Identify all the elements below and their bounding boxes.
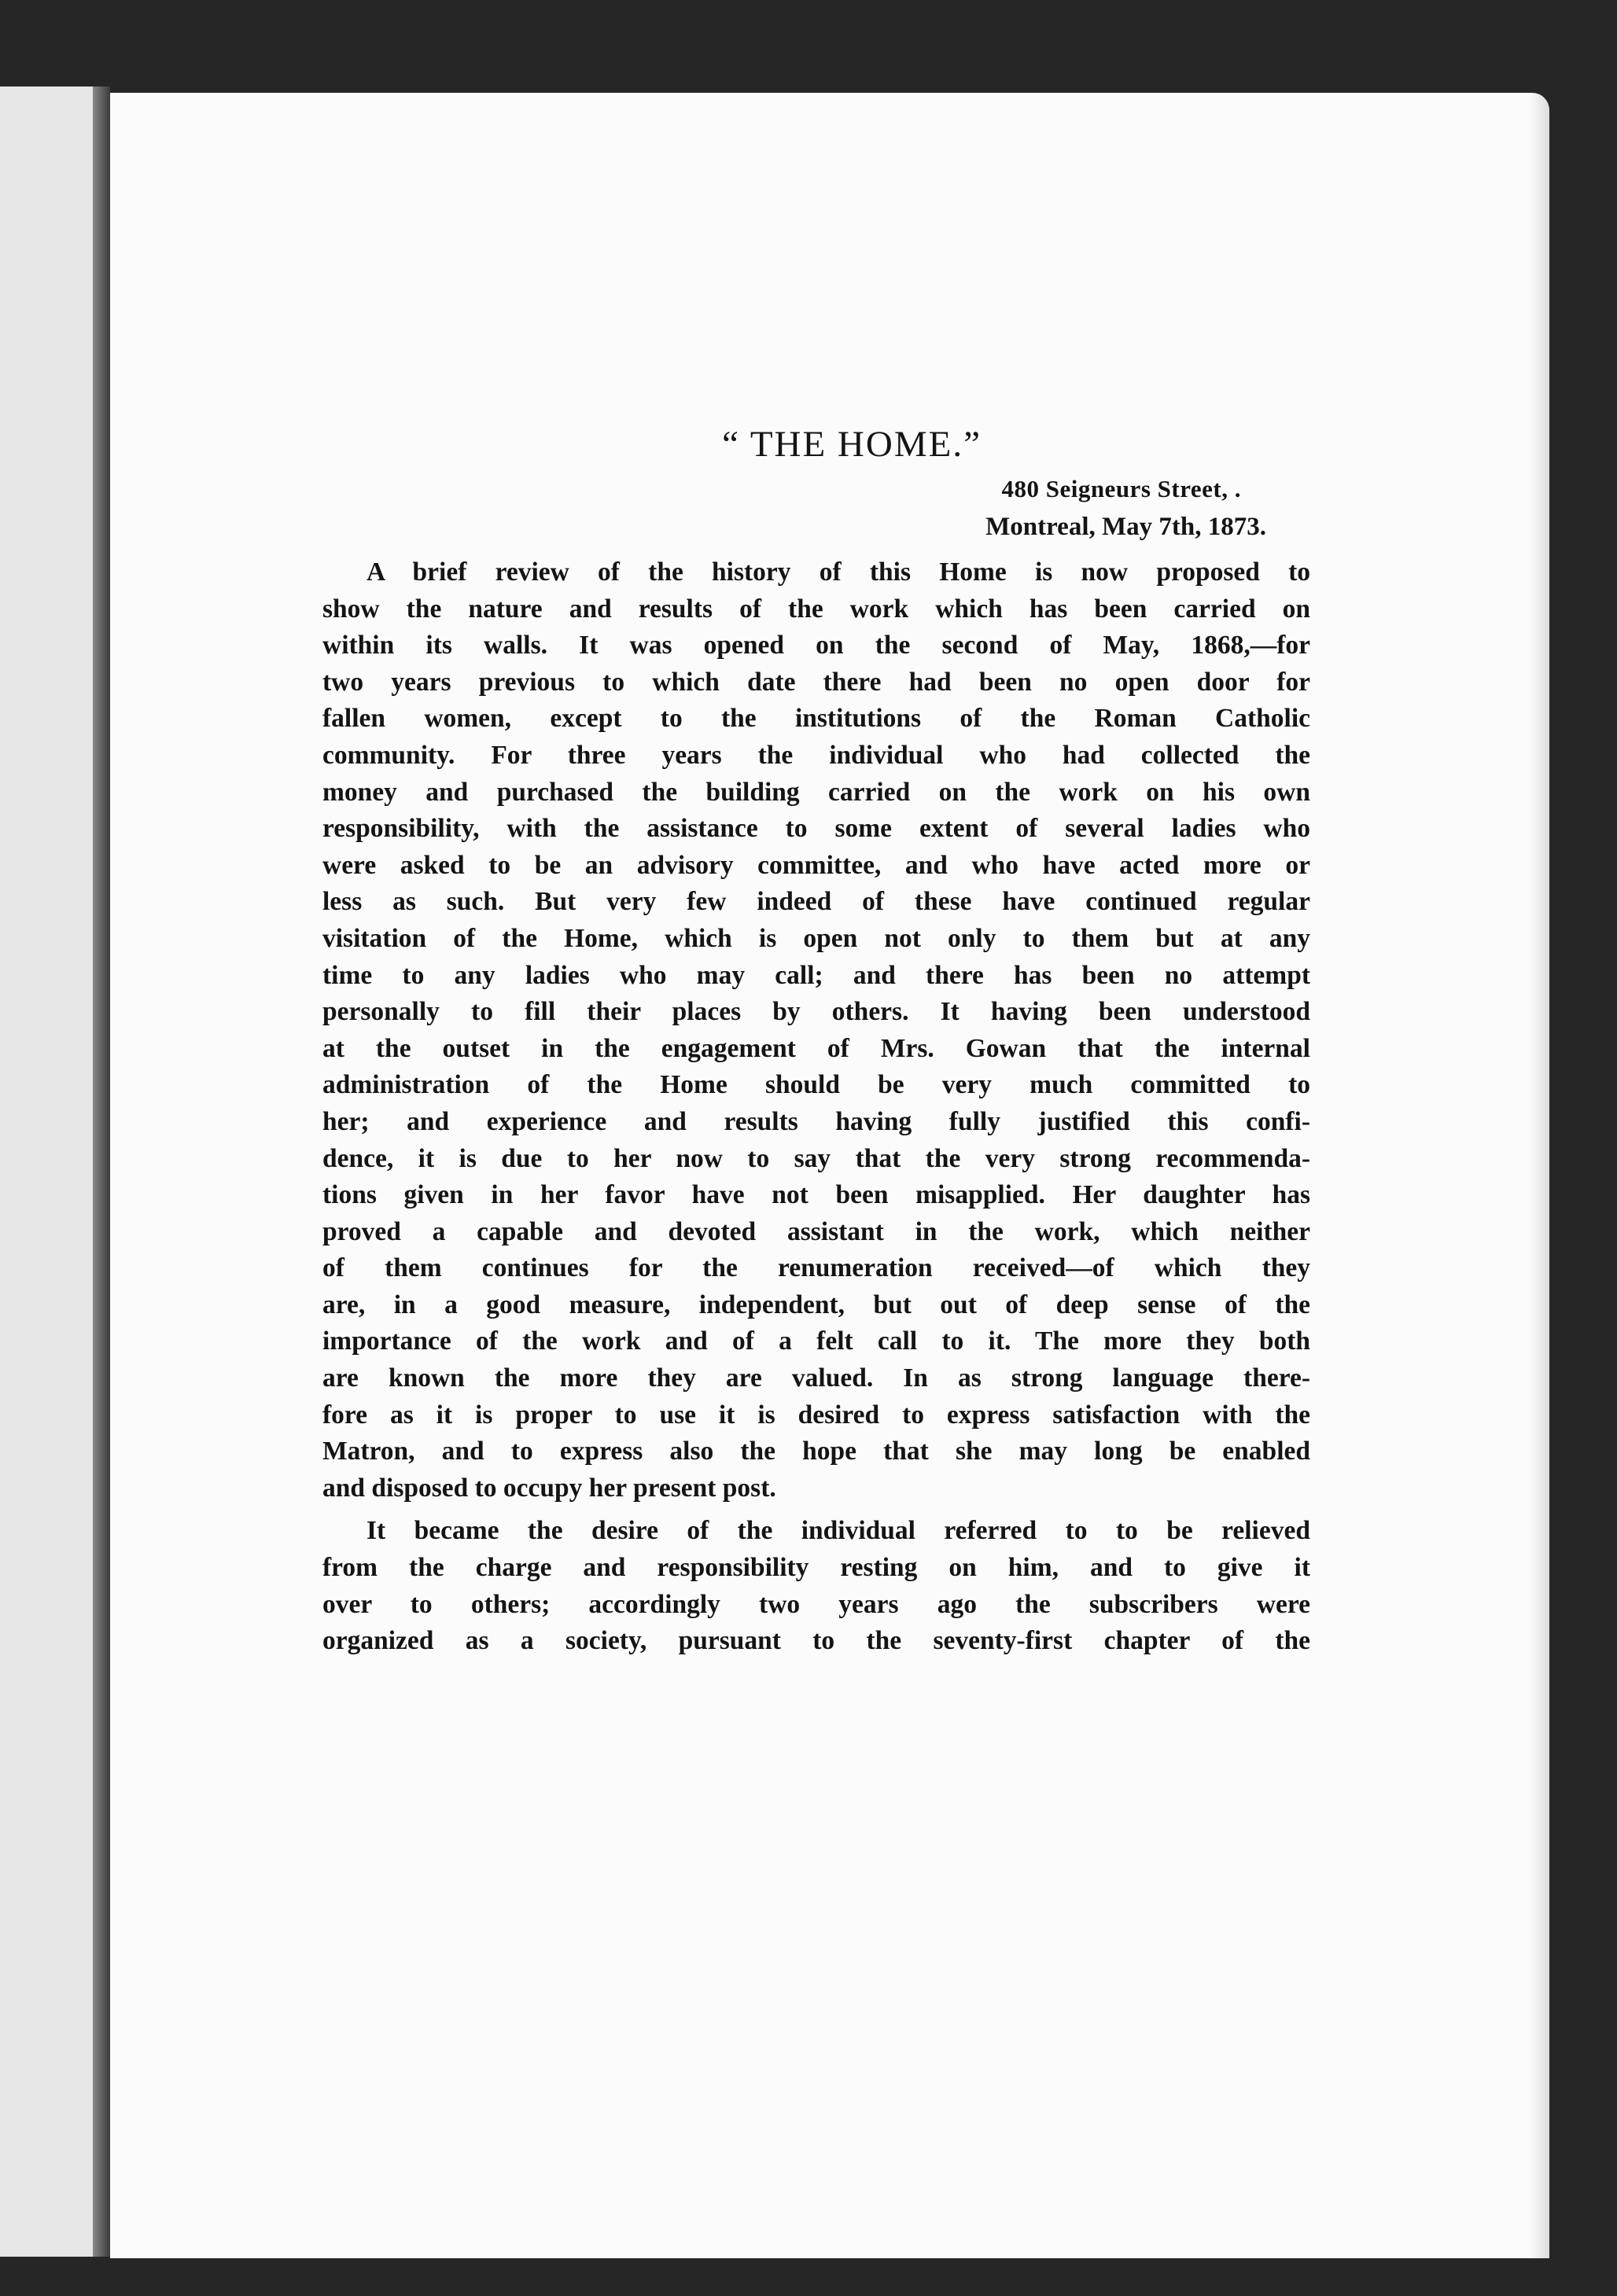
text-line: are known the more they are valued. In as strong language there- [322, 1363, 1310, 1393]
text-line: at the outset in the engagement of Mrs. Gowan that the internal [322, 1033, 1310, 1063]
letter-date: Montreal, May 7th, 1873. [985, 513, 1266, 541]
text-line: her; and experience and results having fully justified this confi- [322, 1106, 1310, 1136]
text-line: responsibility, with the assistance to some extent of several ladies who [322, 814, 1310, 844]
text-line: money and purchased the building carried on the work on his own [322, 777, 1310, 807]
text-line: over to others; accordingly two years ago the subscribers were [322, 1589, 1310, 1619]
page-title: “ THE HOME.” [722, 424, 982, 465]
text-line: fallen women, except to the institutions of the Roman Catholic [322, 704, 1310, 734]
page-content [322, 423, 1310, 1660]
paragraph-spacer [322, 1507, 1310, 1513]
text-line: Matron, and to express also the hope that she may long be enabled [322, 1437, 1310, 1466]
text-line: less as such. But very few indeed of these have continued regular [322, 887, 1310, 917]
text-line: dence, it is due to her now to say that the very strong recommenda- [322, 1143, 1310, 1173]
document-page [110, 93, 1549, 2258]
text-line: It became the desire of the individual referred to to be relieved [366, 1516, 1310, 1546]
street-address: 480 Seigneurs Street, . [1001, 475, 1241, 502]
text-line: two years previous to which date there had been no open door for [322, 667, 1310, 697]
text-line: time to any ladies who may call; and there has been no attempt [322, 960, 1310, 990]
text-line: community. For three years the individual who had collected the [322, 740, 1310, 770]
book-gutter-shadow [93, 86, 110, 2257]
text-line: were asked to be an advisory committee, and who have acted more or [322, 850, 1310, 880]
text-line: of them continues for the renumeration received—of which they [322, 1253, 1310, 1283]
text-line: fore as it is proper to use it is desired to express satisfaction with the [322, 1400, 1310, 1429]
text-line: A brief review of the history of this Home is now proposed to [366, 557, 1310, 587]
text-line: and disposed to occupy her present post. [322, 1473, 776, 1503]
text-line: proved a capable and devoted assistant in the work, which neither [322, 1216, 1310, 1246]
text-line: personally to fill their places by others. It having been understood [322, 997, 1310, 1027]
paragraph-2 [322, 1513, 1310, 1659]
text-line: from the charge and responsibility resting on him, and to give it [322, 1553, 1310, 1583]
text-line: tions given in her favor have not been misapplied. Her daughter has [322, 1180, 1310, 1210]
previous-page-edge [0, 86, 93, 2257]
text-line: administration of the Home should be very much committed to [322, 1070, 1310, 1100]
text-line: organized as a society, pursuant to the seventy-first chapter of the [322, 1626, 1310, 1656]
text-line: importance of the work and of a felt call to it. The more they both [322, 1326, 1310, 1356]
text-line: show the nature and results of the work which has been carried on [322, 594, 1310, 624]
text-line: within its walls. It was opened on the second of May, 1868,—for [322, 631, 1310, 660]
text-line: are, in a good measure, independent, but out of deep sense of the [322, 1290, 1310, 1319]
paragraph-1 [322, 554, 1310, 1507]
text-line: visitation of the Home, which is open not only to them but at any [322, 923, 1310, 953]
